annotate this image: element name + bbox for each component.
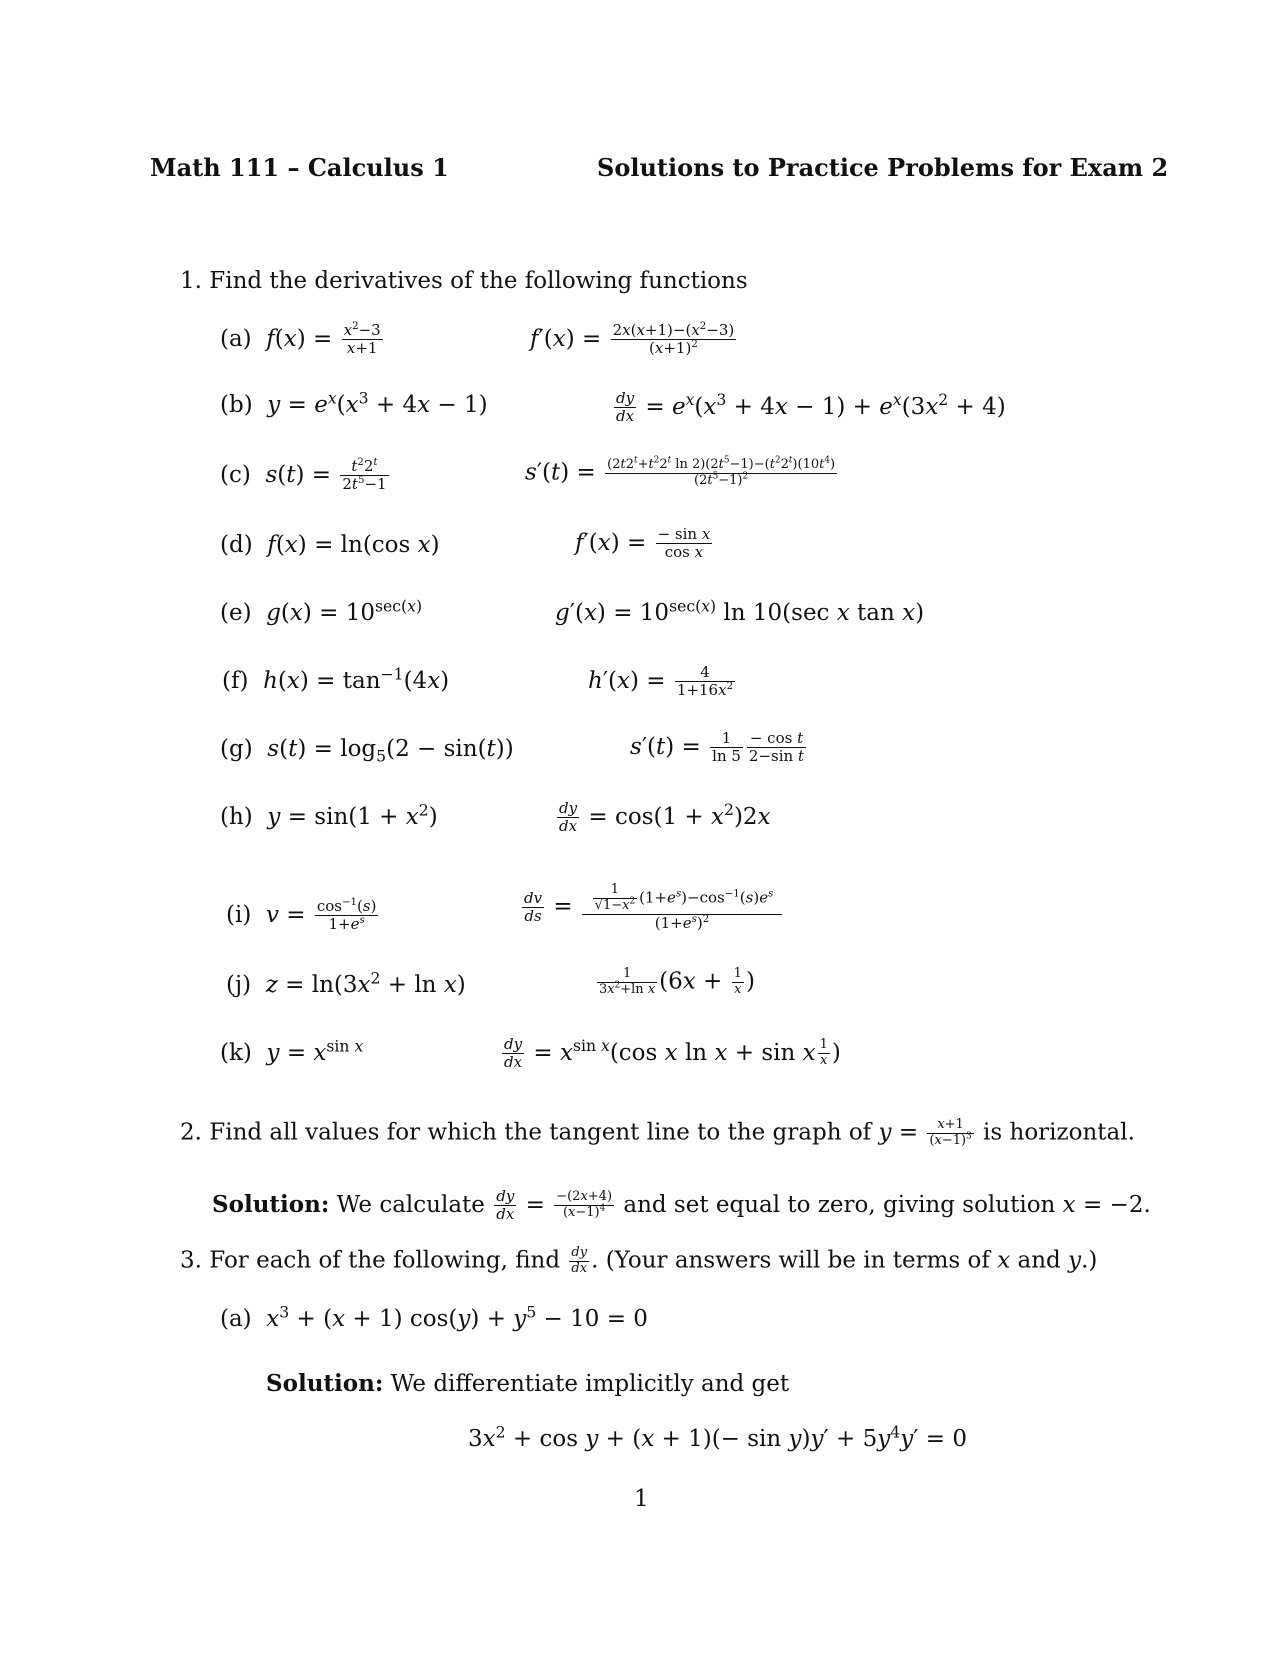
q2-solution: Solution: We calculate $\frac{dy}{dx}$ = $\frac{-(2x+4)}{(x-1)^4}$ and set equal to zero, giving solution x = −2. [212,1187,1151,1224]
q3-solution-label: Solution: [266,1370,384,1397]
course-title: Math 111 – Calculus 1 [150,153,449,182]
q1b-function: (b) $y = e^x(x^3 + 4x - 1)$ [220,388,488,418]
page-number: 1 [634,1486,649,1512]
q1b-derivative: $\frac{dy}{dx}$ = $e^x(x^3 + 4x - 1) + e^x(3x^2 + 4)$ [616,389,1006,426]
q1g-derivative: s′(t) = $\frac{1}{\ln 5}$ $\frac{\text{− cos t}}{\text{2−sin t}}$ [630,729,804,766]
q1a-derivative: f′(x) = $\frac{2x(x+1)-(x^2-3)}{(x+1)^2}$ [530,321,735,358]
q1k-derivative: $\frac{dy}{dx}$ = $x^{sin x}(\cos$ x ln x + sin x $\frac{1}{x}$ ) [504,1035,841,1072]
q1f-derivative: h′(x) = $\frac{4}{1+16x^2}$ [588,663,734,700]
q1i-function: (i) v = $\frac{\cos^{-1}(s)}{1+e^s}$ [226,897,377,934]
q1i-derivative: $\frac{dv}{ds}$ = $\frac{1}{√1-x^2}$ $(1+e^s)-\cos^{-1}(s)e^s$ $(1+e^s)^2$ [520,883,784,932]
q3a-equation: (a) $x^3 + (x + 1) \cos(y) + y^5 - 10 = 0$ [220,1302,648,1332]
q3-implicit-equation: $3x^2 + \cos y + (x + 1)(- \sin y)y' + 5y^4y' = 0$ [468,1422,967,1452]
q3-solution [266,1370,789,1397]
q1k-function: (k) $y = x^{sin x}$ [220,1036,364,1066]
q1d-function: (d) f(x) = ln(cos x) [220,532,440,558]
q1g-function: (g) $s(t) = \log_5(2 - \sin(t))$ [220,736,514,766]
q2-solution-label: Solution: [212,1190,330,1218]
q1h-derivative: $\frac{dy}{dx}$ = $\cos(1 + x^2)2x$ [559,799,771,836]
q2-prompt: 2. Find all values for which the tangent line to the graph of y = $\frac{x+1}{(x-1)^3}$ is horizontal. [180,1117,1135,1148]
document-title: Solutions to Practice Problems for Exam 2 [597,153,1169,182]
q1e-function: (e) $g(x) = 10^{sec(x)}$ [220,596,423,626]
q1c-function: (c) s(t) = $\frac{t^22^t}{2t^5-1}$ [220,457,387,494]
q3-prompt: 3. For each of the following, find $\frac{dy}{dx}$ . (Your answers will be in terms of x and y.) [180,1245,1098,1276]
q1h-function: (h) $y = \sin(1 + x^2)$ [220,800,438,830]
q1d-derivative: f′(x) = $\frac{\text{− sin x}}{\text{cos x}}$ [575,525,711,562]
q1a-function: (a) f(x) = $\frac{x^2-3}{x+1}$ [220,321,381,358]
q1j-function: (j) $z = \ln(3x^2 + \ln x)$ [226,968,466,998]
q1c-derivative: s′(t) = $\frac{(2t2^t+t^22^t \ln 2)(2t^5-1)-(t^22^t)(10t^4)}{(2t^5-1)^2}$ [525,455,836,488]
q1j-derivative: $\frac{1}{3x^2+\ln x}$ (6x + $\frac{1}{x}$ ) [599,966,755,997]
q3-solution-text: We differentiate implicitly and get [390,1371,790,1397]
q1f-function: (f) $h(x) = \tan^{-1}(4x)$ [222,664,450,694]
q1-prompt: 1. Find the derivatives of the following functions [180,268,748,294]
q1e-derivative: $g'(x) = 10^{sec(x)}$ ln 10(sec x tan x) [555,596,925,626]
